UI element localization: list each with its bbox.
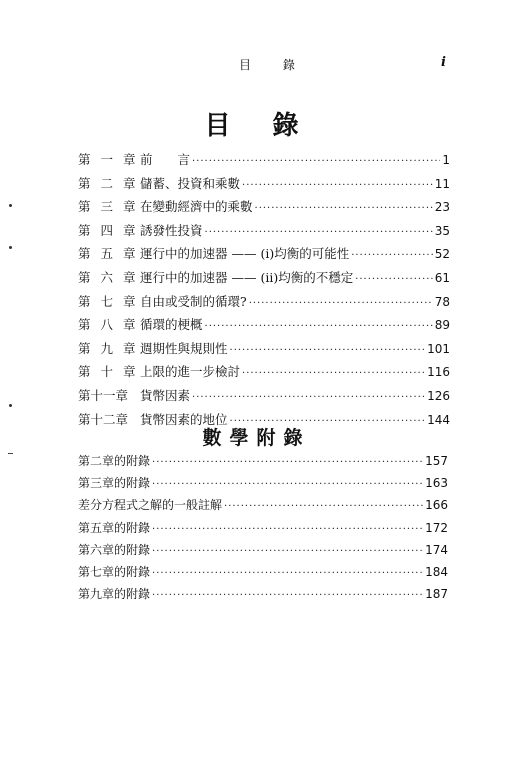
dot-leader (152, 479, 423, 490)
chapter-label: 第 一 章 (78, 152, 139, 167)
toc-row[interactable] (78, 174, 450, 198)
chapter-label: 第 六 章 (78, 269, 139, 285)
dot-leader (224, 501, 423, 512)
page-number: 187 (425, 587, 448, 602)
page-number: 35 (434, 223, 450, 238)
running-head-page-number: i (441, 55, 446, 70)
page-number: 126 (427, 388, 450, 403)
chapter-title: 週期性與規則性 (140, 340, 228, 356)
page-number: 184 (425, 564, 448, 579)
dot-leader (152, 457, 423, 468)
chapter-label: 第 八 章 (78, 317, 139, 333)
dot-leader (249, 298, 433, 309)
toc-row[interactable] (78, 150, 450, 174)
toc-row[interactable] (78, 268, 450, 292)
dot-leader (152, 568, 423, 579)
chapter-label: 第 五 章 (78, 246, 139, 262)
dot-leader (152, 590, 423, 601)
appendix-title: 第二章的附錄 (78, 454, 151, 468)
appendix-row[interactable] (78, 541, 448, 563)
dot-leader (255, 203, 433, 214)
dot-leader (242, 368, 425, 379)
chapter-label: 第十二章 (78, 411, 129, 427)
chapter-title: 儲蓄、投資和乘數 (140, 175, 241, 191)
page-number: 101 (427, 341, 450, 356)
page-number: 52 (434, 247, 450, 262)
dot-leader (205, 321, 433, 332)
toc-row[interactable] (78, 244, 450, 268)
appendix-list (78, 452, 448, 607)
dot-leader (355, 274, 433, 285)
chapter-list (78, 150, 450, 433)
appendix-row[interactable] (78, 585, 448, 607)
appendix-title: 第七章的附錄 (78, 564, 151, 579)
page-number: 61 (434, 270, 450, 285)
chapter-title: 在變動經濟中的乘數 (140, 199, 253, 215)
appendix-heading: 數學附錄 (202, 427, 311, 449)
margin-speck (8, 453, 13, 454)
page-number: 172 (425, 520, 448, 535)
page-title: 目錄 (204, 111, 341, 141)
chapter-title: 運行中的加速器 —— (i)均衡的可能性 (140, 246, 350, 262)
chapter-label: 第 二 章 (78, 175, 139, 191)
page-number: 11 (434, 176, 450, 191)
chapter-title: 上限的進一步檢討 (140, 364, 241, 380)
dot-leader (192, 156, 440, 167)
toc-row[interactable] (78, 339, 450, 363)
appendix-title: 第五章的附錄 (78, 520, 151, 535)
margin-speck (9, 404, 12, 407)
dot-leader (152, 546, 423, 557)
chapter-label: 第十一章 (78, 387, 129, 403)
chapter-title: 運行中的加速器 —— (ii)均衡的不穩定 (140, 269, 354, 285)
chapter-title: 貨幣因素的地位 (140, 411, 228, 427)
running-head-title: 目 錄 (239, 58, 309, 72)
chapter-label: 第 十 章 (78, 364, 139, 380)
chapter-label: 第 三 章 (78, 199, 139, 215)
appendix-title: 差分方程式之解的一般註解 (78, 498, 223, 513)
dot-leader (152, 524, 423, 535)
toc-row[interactable] (78, 362, 450, 386)
chapter-label: 第 九 章 (78, 340, 139, 356)
appendix-row[interactable] (78, 496, 448, 518)
running-head (0, 56, 505, 74)
page-number: 166 (425, 498, 448, 513)
margin-speck (9, 204, 12, 207)
chapter-title: 貨幣因素 (140, 387, 191, 403)
appendix-row[interactable] (78, 474, 448, 496)
page-number: 23 (434, 200, 450, 215)
page-number: 144 (427, 412, 450, 427)
chapter-title: 前 言 (140, 152, 191, 167)
appendix-title: 第六章的附錄 (78, 542, 151, 557)
appendix-title: 第三章的附錄 (78, 476, 151, 491)
toc-row[interactable] (78, 292, 450, 316)
page-number: 157 (425, 454, 448, 468)
margin-speck (9, 246, 12, 249)
page-number: 174 (425, 542, 448, 557)
dot-leader (242, 180, 433, 191)
page-number: 1 (442, 153, 450, 167)
chapter-title: 誘發性投資 (140, 222, 203, 238)
toc-row[interactable] (78, 386, 450, 410)
appendix-row[interactable] (78, 563, 448, 585)
page-number: 116 (427, 365, 450, 380)
toc-row[interactable] (78, 315, 450, 339)
dot-leader (192, 392, 425, 403)
dot-leader (230, 345, 426, 356)
toc-row[interactable] (78, 221, 450, 245)
chapter-title: 自由或受制的循環? (140, 293, 247, 309)
toc-row[interactable] (78, 197, 450, 221)
chapter-label: 第 七 章 (78, 293, 139, 309)
page-number: 89 (434, 318, 450, 333)
page-number: 163 (425, 476, 448, 491)
appendix-row[interactable] (78, 452, 448, 474)
dot-leader (351, 250, 433, 261)
chapter-label: 第 四 章 (78, 222, 139, 238)
dot-leader (205, 227, 433, 238)
page-number: 78 (434, 294, 450, 309)
appendix-title: 第九章的附錄 (78, 587, 151, 602)
chapter-title: 循環的梗概 (140, 317, 203, 333)
appendix-row[interactable] (78, 519, 448, 541)
